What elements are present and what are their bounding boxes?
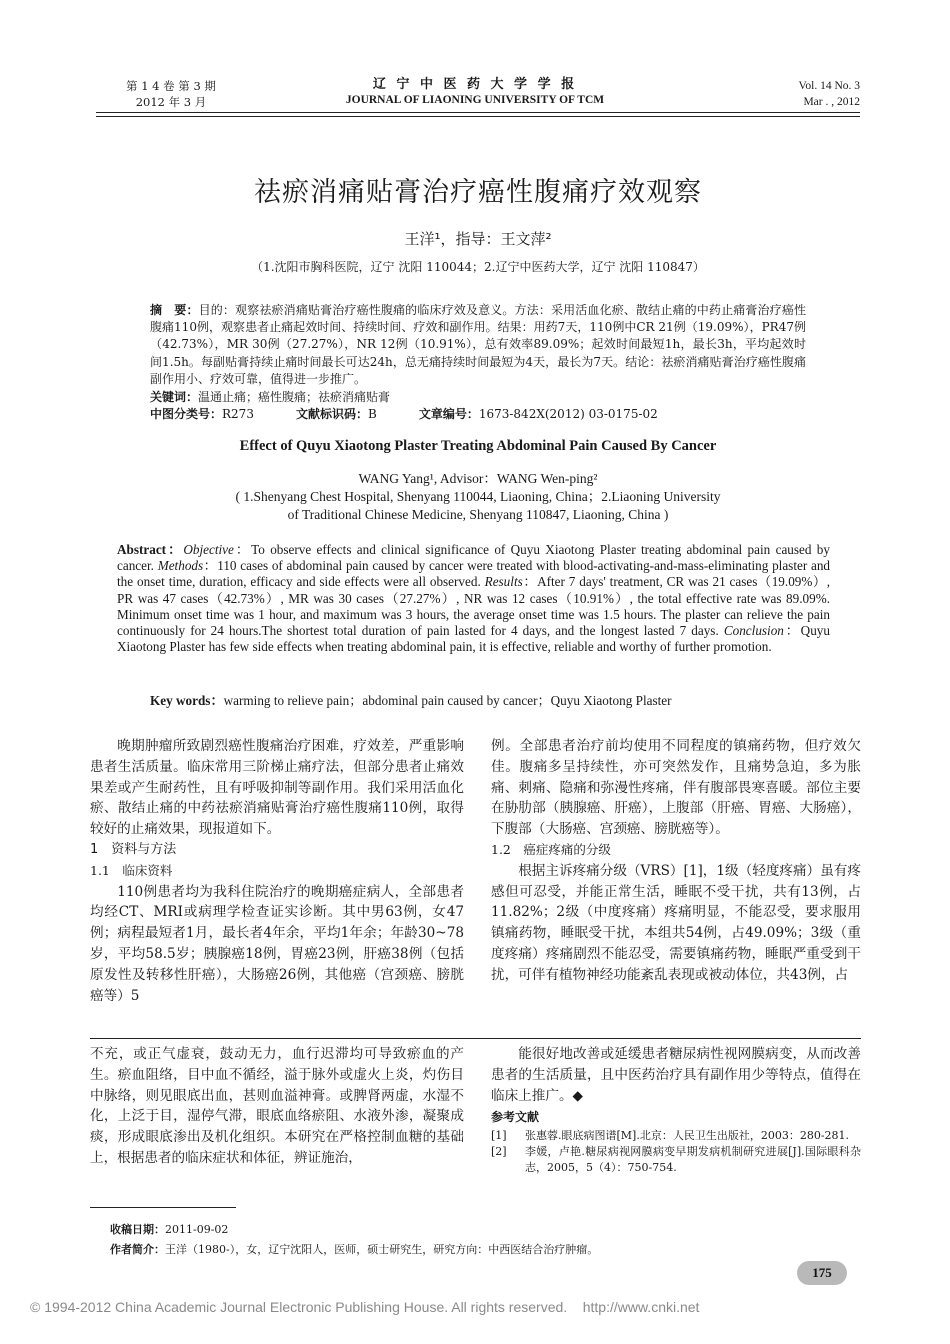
- en-title: Effect of Quyu Xiaotong Plaster Treating Abdominal Pain Caused By Cancer: [239, 438, 717, 454]
- en-results-text: ：After 7 days' treatment, CR was 21 cases（19.09%）, PR was 47 cases（42.73%）, MR was 30 cases（27.27%）, NR was 12 cases（10.91%）, the total effective rate was 89.09%. Minimum onset time was 1 hour, and maximum was 3 hours, the average onset time was 1.5 hours. The plaster can relieve the pain continuously for 24 hours.The shortest total duration of pain lasted for 4 days, and the longest lasted 7 days.: [117, 574, 830, 639]
- journal-name-cn: 辽 宁 中 医 药 大 学 学 报: [372, 77, 578, 92]
- clc-value: R273: [222, 407, 254, 421]
- intro-paragraph: 晚期肿瘤所致剧烈癌性腹痛治疗困难，疗效差，严重影响患者生活质量。临床常用三阶梯止痛疗法，但部分患者止痛效果差或产生耐药性，且有呼吸抑制等副作用。我们采用活血化瘀、散结止痛的中药祛瘀消痛贴膏治疗癌性腹痛110例，取得较好的止痛效果，现报道如下。: [90, 738, 464, 838]
- en-objective-label: Objective: [183, 542, 234, 557]
- en-keywords: [150, 690, 850, 709]
- author-bio-label: 作者简介：: [110, 1243, 165, 1256]
- en-conclusion-text: ：Quyu Xiaotong Plaster has few side effects when treating abdominal pain, it is effective, reliable and worthy of further promotion.: [117, 623, 830, 655]
- en-methods-text: ：110 cases of abdominal pain caused by cancer were treated with blood-activating-and-mass-eliminating plaster and the onset time, duration, efficacy and side effects were all observed.: [117, 558, 831, 590]
- section-heading: 1 资料与方法: [90, 841, 177, 857]
- author-bio: [110, 1241, 850, 1257]
- cn-keywords-label: 关键词：: [150, 390, 199, 404]
- lower-column-right: [491, 1044, 861, 1176]
- body-column-right: [491, 736, 861, 986]
- copyright-watermark: © 1994-2012 China Academic Journal Electronic Publishing House. All rights reserved. http://www.cnki.net: [30, 1299, 700, 1315]
- cn-meta: [150, 389, 806, 423]
- en-abstract-label: Abstract：: [117, 542, 184, 557]
- en-keywords-text: warming to relieve pain；abdominal pain caused by cancer；Quyu Xiaotong Plaster: [223, 693, 672, 708]
- cn-keywords: [150, 389, 806, 406]
- continued-paragraph: 例。全部患者治疗前均使用不同程度的镇痛药物，但疗效欠佳。腹痛多呈持续性，亦可突然发作，且痛势急迫，多为胀痛、刺痛、隐痛和弥漫性疼痛，伴有腹部畏寒喜暖。部位主要在胁肋部（胰腺癌、肝癌），上腹部（肝癌、胃癌、大肠癌），下腹部（大肠癌、宫颈癌、膀胱癌等）。: [491, 738, 861, 838]
- header-volume-en: [740, 78, 860, 110]
- cn-abstract: [150, 302, 806, 388]
- en-results-label: Results: [484, 574, 523, 590]
- lower-right-paragraph: 能很好地改善或延缓患者糖尿病性视网膜病变，从而改善患者的生活质量，且中医药治疗具有副作用少等特点，值得在临床上推广。◆: [491, 1046, 861, 1104]
- cn-abstract-text: 目的：观察祛瘀消痛贴膏治疗癌性腹痛的临床疗效及意义。方法：采用活血化瘀、散结止痛的中药止痛膏治疗癌性腹痛110例，观察患者止痛起效时间、持续时间、疗效和副作用。结果：用药7天，110例中CR 21例（19.09%），PR47例（42.73%），MR 30例（27.27%），NR 12例（10.91%），总有效率89.09%；起效时间最短1h，最长3h，平均起效时间1.5h。每副贴膏持续止痛时间最长可达24h，总无痛持续时间最短为4天，最长为7天。结论：祛瘀消痛贴膏治疗癌性腹痛副作用小、疗效可靠，值得进一步推广。: [150, 303, 806, 386]
- cn-keywords-text: 温通止痛；癌性腹痛；祛瘀消痛贴膏: [198, 390, 391, 404]
- body-column-left: [90, 736, 464, 1006]
- author-line: 王洋¹，指导：王文萍²: [404, 230, 552, 248]
- en-objective-text: ：To observe effects and clinical significance of Quyu Xiaotong Plaster treating abdominal pain caused by cancer.: [117, 542, 830, 574]
- received-value: 2011-09-02: [165, 1223, 229, 1236]
- article-no-value: 1673-842X(2012) 03-0175-02: [478, 407, 658, 421]
- received-date: [110, 1221, 850, 1237]
- page-number-badge: 175: [797, 1261, 847, 1285]
- received-label: 收稿日期：: [110, 1223, 165, 1236]
- subsection-heading: 1.2 癌症疼痛的分级: [491, 841, 611, 857]
- doc-code-value: B: [367, 407, 377, 421]
- date-en: Mar . , 2012: [803, 96, 860, 108]
- lower-left-paragraph: 不充，或正气虚衰，鼓动无力，血行迟滞均可导致瘀血的产生。瘀血阻络，目中血不循经，溢于脉外或虚火上炎，灼伤目中脉络，则见眼底出血，甚则血溢神膏。或脾肾两虚，水湿不化，上泛于目，湿停气滞，眼底血络瘀阻、水液外渗，凝聚成痰，形成眼底渗出及机化组织。本研究在严格控制血糖的基础上，根据患者的临床症状和体征，辨证施治，: [90, 1046, 464, 1166]
- header-volume-cn: [96, 78, 246, 110]
- en-author-block: [96, 470, 860, 524]
- footnote-rule: [90, 1207, 236, 1208]
- cn-abstract-label: 摘 要：: [150, 303, 199, 317]
- affiliation-line: （1.沈阳市胸科医院，辽宁 沈阳 110044；2.辽宁中医药大学，辽宁 沈阳 110847）: [251, 260, 705, 274]
- lower-column-left: [90, 1044, 464, 1169]
- doc-code-label: 文献标识码：: [295, 407, 368, 421]
- article-title: 祛瘀消痛贴膏治疗癌性腹痛疗效观察: [254, 177, 702, 208]
- page-divider: [90, 1038, 861, 1039]
- journal-name-en: JOURNAL OF LIAONING UNIVERSITY OF TCM: [345, 94, 605, 106]
- en-methods-label: Methods: [157, 558, 204, 574]
- reference-number: [1]: [491, 1129, 507, 1143]
- reference-number: [2]: [491, 1145, 507, 1159]
- clinical-data-paragraph: 110例患者均为我科住院治疗的晚期癌症病人，全部患者均经CT、MRI或病理学检查证实诊断。其中男63例，女47例；病程最短者1月，最长者4年余，平均1年余；年龄30~78岁，平均58.5岁；胰腺癌18例，胃癌23例，肝癌38例（包括原发性及转移性肝癌），大肠癌26例，其他癌（宫颈癌、膀胱癌等）5: [90, 883, 464, 1004]
- date-cn: 2012 年 3 月: [135, 95, 207, 109]
- reference-item: [491, 1128, 861, 1144]
- en-abstract: [117, 542, 830, 655]
- reference-text: 李媛，卢艳.糖尿病视网膜病变早期发病机制研究进展[J].国际眼科杂志，2005，5（4）：750-754.: [525, 1145, 861, 1175]
- header-rule: [96, 112, 860, 113]
- en-conclusion-label: Conclusion: [723, 623, 784, 639]
- volume-issue-cn: 第 1 4 卷 第 3 期: [126, 79, 216, 93]
- en-authors: WANG Yang¹, Advisor：WANG Wen-ping²: [358, 471, 598, 486]
- pain-grading-paragraph: 根据主诉疼痛分级（VRS）[1]，1级（轻度疼痛）虽有疼感但可忍受，并能正常生活，睡眠不受干扰，共有13例，占11.82%；2级（中度疼痛）疼痛明显，不能忍受，要求服用镇痛药物，睡眠受干扰，本组共54例，占49.09%；3级（重度疼痛）疼痛剧烈不能忍受，需要镇痛药物，睡眠严重受到干扰，可伴有植物神经功能紊乱表现或被动体位，共43例，占: [491, 862, 861, 983]
- volume-issue-en: Vol. 14 No. 3: [798, 80, 860, 92]
- en-affiliation-1: ( 1.Shenyang Chest Hospital, Shenyang 110044, Liaoning, China；2.Liaoning University: [235, 489, 721, 504]
- en-keywords-label: Key words：: [150, 693, 224, 708]
- reference-item: [491, 1144, 861, 1176]
- header-rule-thin: [96, 116, 860, 117]
- clc-label: 中图分类号：: [150, 407, 223, 421]
- header-journal: [250, 76, 700, 108]
- cn-classification: [150, 406, 806, 423]
- en-affiliation-2: of Traditional Chinese Medicine, Shenyang 110847, Liaoning, China ): [287, 507, 669, 522]
- references-heading: 参考文献: [491, 1110, 540, 1125]
- reference-text: 张惠蓉.眼底病图谱[M].北京：人民卫生出版社，2003：280-281.: [525, 1129, 850, 1143]
- article-no-label: 文章编号：: [418, 407, 479, 421]
- subsection-heading: 1.1 临床资料: [90, 862, 173, 878]
- author-bio-text: 王洋（1980-），女，辽宁沈阳人，医师，硕士研究生，研究方向：中西医结合治疗肿瘤。: [165, 1243, 599, 1256]
